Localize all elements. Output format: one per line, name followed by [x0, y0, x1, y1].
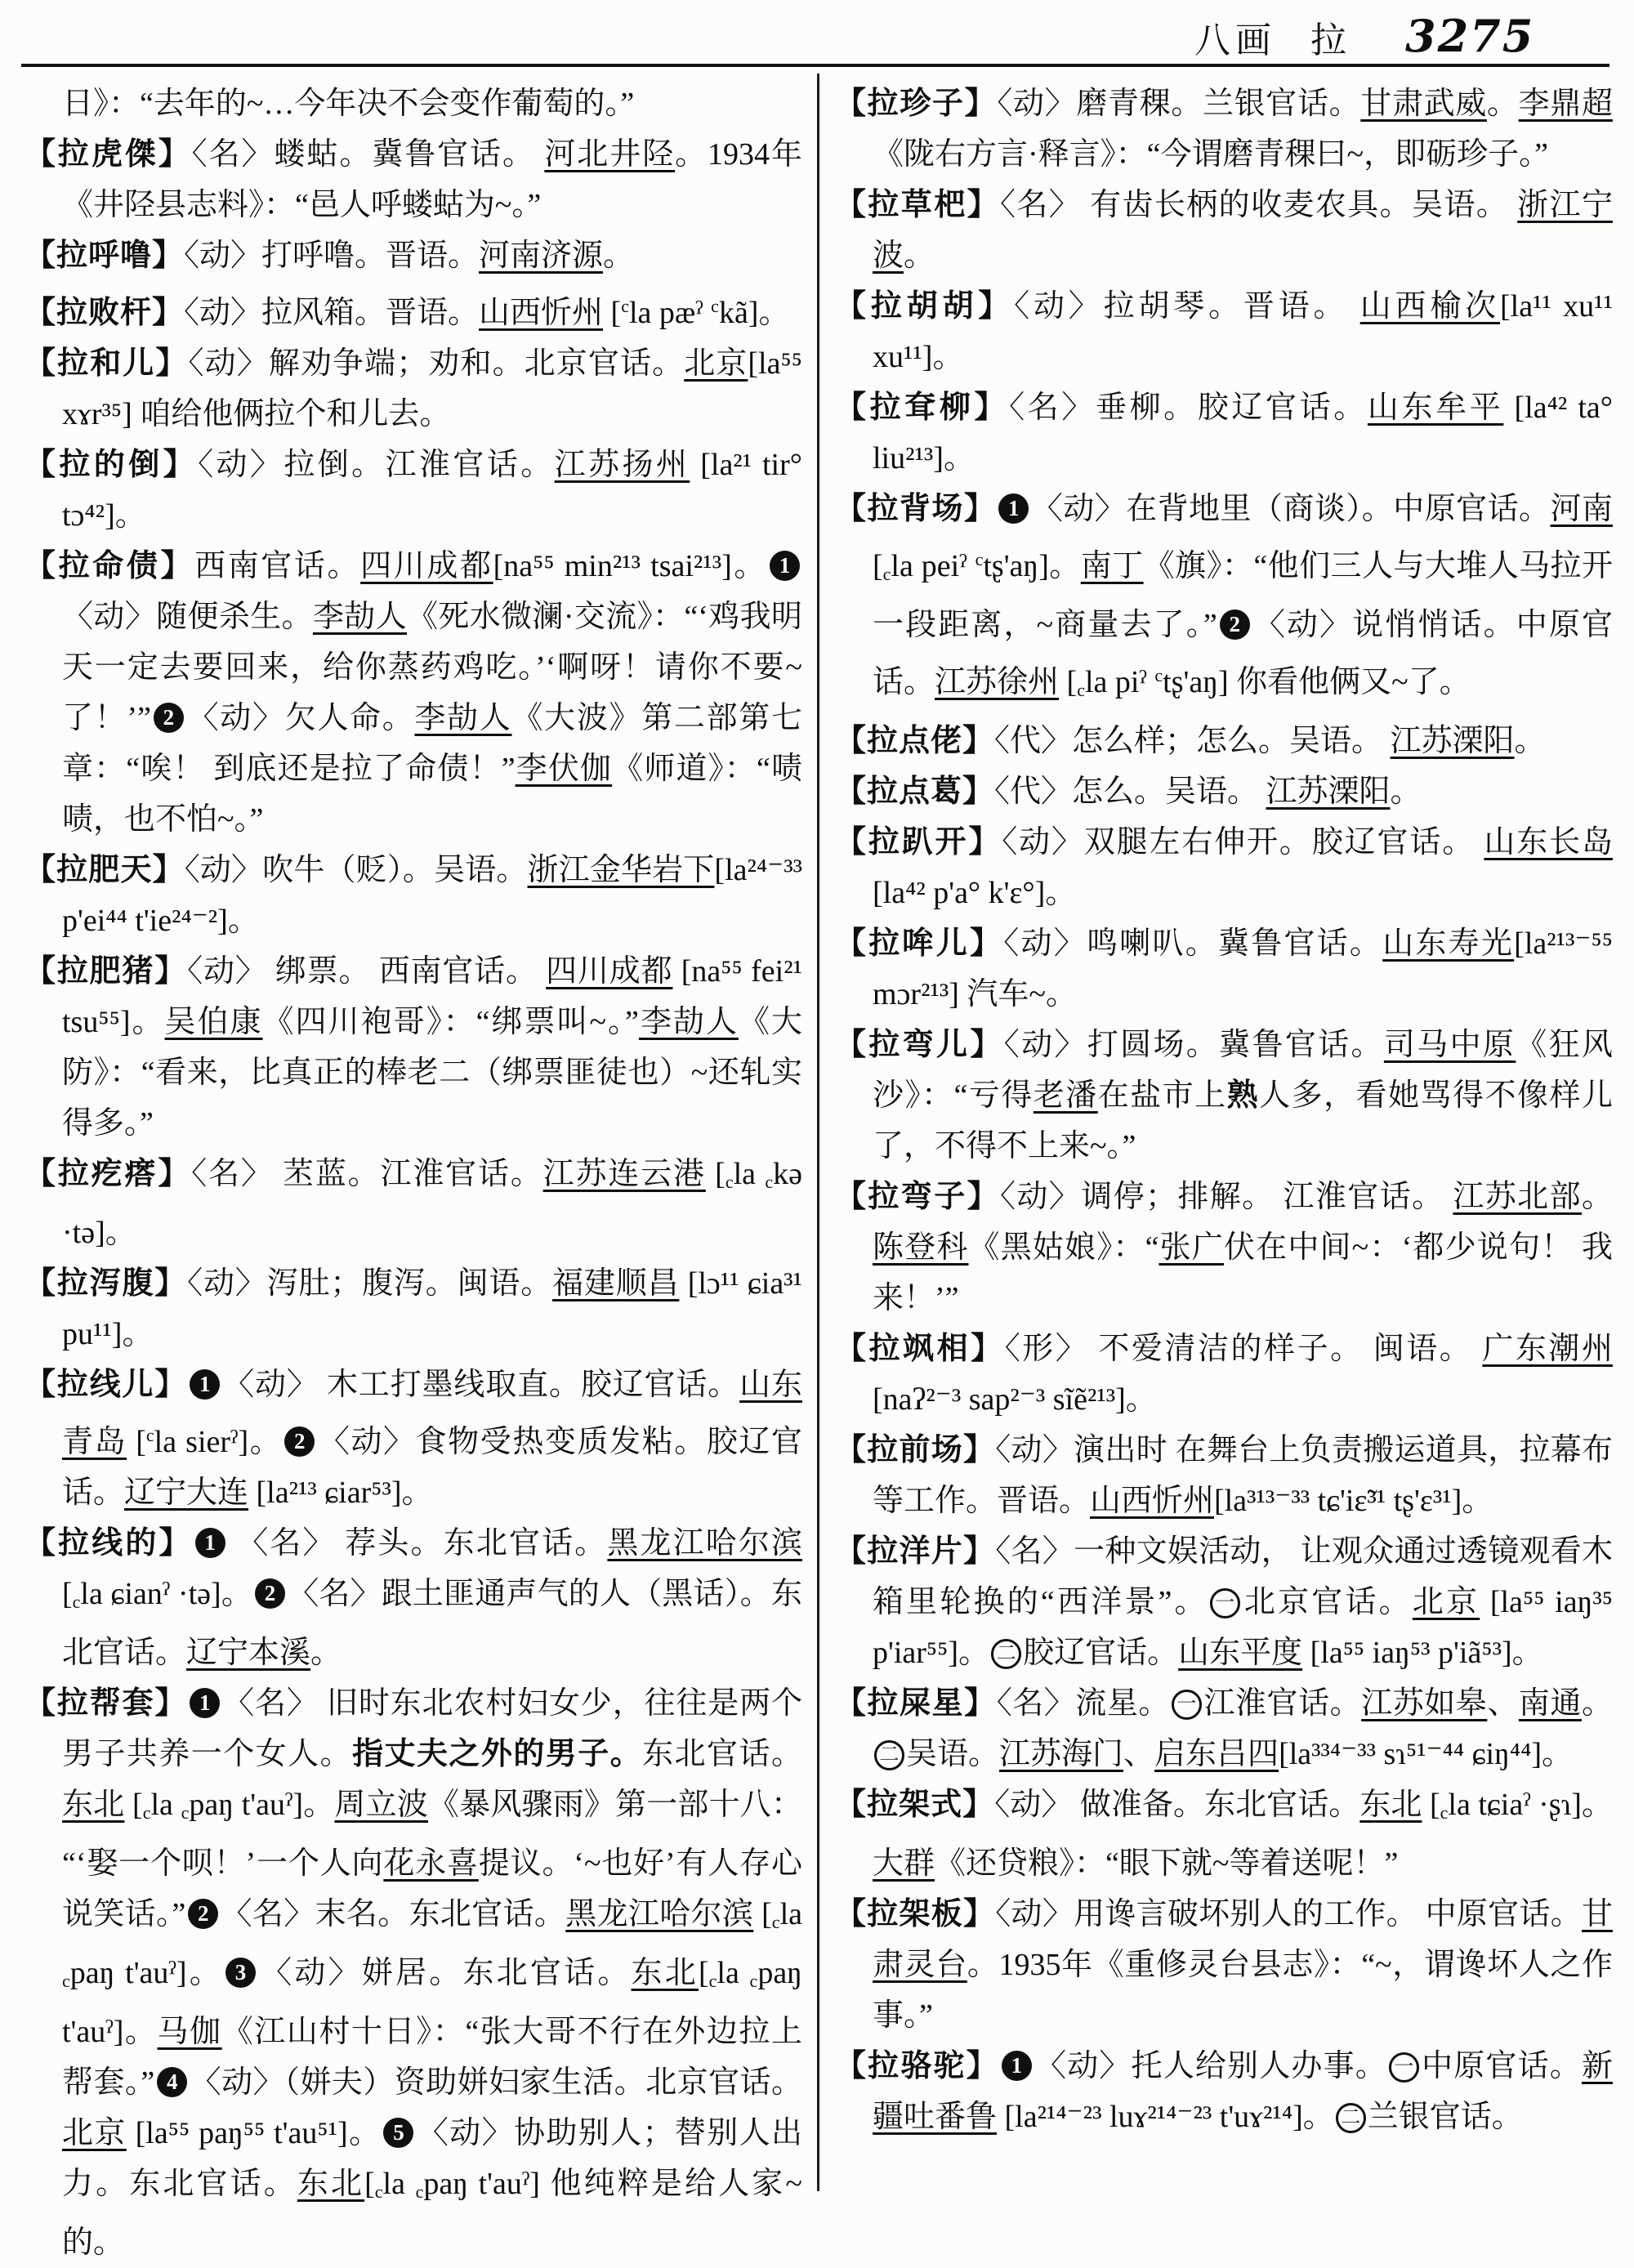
proper-noun-underlined: 司马中原	[1384, 1028, 1516, 1062]
text-segment: tʂ'aŋ] 你看他俩又~了。	[1163, 665, 1471, 699]
entry-headword: 【拉架板】	[835, 1897, 995, 1931]
entry-headword: 【拉命债】	[25, 549, 194, 583]
text-segment: la ɕianˀ ·tə]。	[80, 1577, 252, 1611]
text-segment: 日》：“去年的~…今年决不会变作葡萄的。”	[62, 87, 634, 121]
text-segment: 〈动〉说悄悄话。中原官话。	[873, 608, 1613, 699]
text-segment: 北京官话。	[1242, 1585, 1413, 1619]
sense-number-badge: 2	[188, 1899, 218, 1929]
dict-entry	[835, 382, 1613, 484]
proper-noun-underlined: 北京	[684, 346, 748, 381]
text-segment: 《陇右方言·释言》：“今谓磨青稞曰~，即砺珍子。”	[873, 137, 1548, 172]
proper-noun-underlined: 江苏如皋	[1361, 1686, 1487, 1721]
entry-headword: 【拉架式】	[835, 1788, 994, 1822]
dict-entry	[25, 845, 802, 946]
dict-entry	[835, 1324, 1613, 1425]
text-segment: 。	[1582, 1180, 1613, 1214]
proper-noun-underlined: 花永喜	[383, 1846, 479, 1881]
text-segment: 〈动〉 做准备。东北官话。	[994, 1788, 1359, 1822]
proper-noun-underlined: 山东青岛	[62, 1368, 802, 1459]
text-segment: 〈名〉 荐头。东北官话。	[228, 1526, 608, 1560]
text-segment: 吴语。	[906, 1737, 999, 1771]
tone-mark-lower: c	[1077, 680, 1085, 700]
proper-noun-underlined: 东北	[632, 1956, 699, 1990]
tone-mark-lower: c	[725, 1172, 734, 1192]
entry-headword: 【拉呼噜】	[25, 239, 184, 273]
dict-entry	[25, 1678, 802, 2268]
text-segment: 〈名〉 苤蓝。江淮官话。	[191, 1157, 542, 1191]
text-segment: 《黑姑娘》：“	[969, 1230, 1159, 1265]
proper-noun-underlined: 河南济源	[479, 239, 603, 273]
proper-noun-underlined: 李劼人	[414, 701, 511, 735]
proper-noun-underlined: 河南	[1551, 492, 1613, 526]
text-segment: paŋ t'auˀ]。	[62, 1956, 802, 2049]
proper-noun-underlined: 李劼人	[639, 1005, 739, 1039]
proper-noun-underlined: 南丁	[1081, 549, 1144, 583]
subsense-number-badge: 一	[1389, 2052, 1419, 2083]
proper-noun-underlined: 东北	[1359, 1788, 1422, 1822]
proper-noun-underlined: 江苏溧阳	[1266, 775, 1391, 809]
dict-entry	[835, 1779, 1613, 1889]
text-segment: la piˀ	[1085, 665, 1154, 699]
dict-entry	[25, 338, 802, 440]
text-segment: 〈名〉跟土匪通声气的人（黑话）。东北官话。	[62, 1577, 802, 1670]
text-segment: 〈动〉演出时 在舞台上负责搬运道具，拉幕布等工作。晋语。	[873, 1433, 1613, 1518]
tone-mark-lower: c	[883, 564, 891, 584]
text-segment: [	[753, 1897, 772, 1931]
entry-headword: 【拉和儿】	[25, 346, 189, 381]
text-segment: 。	[1582, 1686, 1613, 1721]
proper-noun-underlined: 山东牟平	[1368, 391, 1503, 425]
dict-entry	[835, 1678, 1613, 1779]
header-section-label: 八画	[1194, 20, 1276, 62]
proper-noun-underlined: 东北	[297, 2167, 364, 2201]
proper-noun-underlined: 山东寿光	[1382, 926, 1514, 961]
text-segment: [la⁴² ta° liu²¹³]。	[873, 391, 1613, 475]
proper-noun-underlined: 福建顺昌	[552, 1266, 679, 1301]
dict-entry	[25, 230, 802, 281]
proper-noun-underlined: 李伏伽	[516, 752, 613, 786]
text-segment: [	[62, 1577, 73, 1611]
text-segment: 伏在中间~：‘都少说句！ 我来！’”	[873, 1230, 1613, 1315]
text-segment: 〈动〉磨青稞。兰银官话。	[997, 87, 1360, 121]
entry-headword: 【拉弯子】	[835, 1180, 1000, 1214]
entry-headword: 【拉线儿】	[25, 1368, 187, 1402]
dict-entry	[25, 1359, 802, 1518]
proper-noun-underlined: 北京	[1413, 1585, 1480, 1619]
dict-entry	[835, 1425, 1613, 1526]
text-segment: [	[127, 1425, 146, 1459]
text-segment: [lɔ¹¹ ɕia³¹ pu¹¹]。	[62, 1266, 802, 1351]
text-segment: 《师道》：“啧啧，也不怕~。”	[62, 752, 802, 837]
sense-number-badge: 1	[190, 1688, 220, 1718]
text-segment: 〈动〉在背地里（商谈）。中原官话。	[1031, 492, 1550, 526]
text-segment: 。	[1515, 724, 1546, 758]
text-segment: 〈名〉末名。东北官话。	[221, 1897, 565, 1931]
text-segment: [la¹¹ xu¹¹ xu¹¹]。	[873, 289, 1613, 374]
proper-noun-underlined: 浙江宁波	[873, 188, 1613, 273]
text-segment: 《还贷粮》：“眼下就~等着送呢！”	[935, 1846, 1398, 1881]
column-right	[835, 78, 1613, 2142]
dict-entry	[25, 1258, 802, 1359]
entry-headword: 【拉洋片】	[835, 1534, 995, 1569]
text-segment: [la⁵⁵ iaŋ⁵³ p'iã⁵³]。	[1302, 1636, 1543, 1670]
text-segment: 〈名〉流星。	[997, 1686, 1170, 1721]
tone-mark-upper: c	[621, 296, 629, 316]
text-segment: 《江山村十日》：“张大哥不行在外边拉上帮套。”	[62, 2015, 802, 2100]
sense-number-badge: 1	[770, 551, 800, 581]
entry-headword: 【拉疙瘩】	[25, 1157, 191, 1191]
text-segment: 〈动〉协助别人；替别人出力。东北官话。	[62, 2116, 802, 2201]
text-segment: paŋ t'auˀ]。	[70, 1956, 223, 1990]
text-segment: [	[1059, 665, 1077, 699]
text-segment: 〈名〉 有齿长柄的收麦农具。吴语。	[1000, 188, 1517, 222]
proper-noun-underlined: 大群	[873, 1846, 935, 1881]
proper-noun-underlined: 浙江金华岩下	[528, 853, 715, 887]
text-segment: 兰银官话。	[1368, 2100, 1523, 2134]
proper-noun-underlined: 江苏扬州	[555, 448, 690, 482]
proper-noun-underlined: 山西榆次	[1360, 289, 1500, 324]
tone-mark-lower: c	[750, 1971, 758, 1991]
sense-number-badge: 1	[1002, 2051, 1032, 2081]
text-segment: 。1935年《重修灵台县志》：“~，谓谗坏人之作事。”	[873, 1948, 1613, 2033]
sense-number-badge: 2	[1220, 609, 1250, 640]
sense-number-badge: 2	[154, 703, 184, 733]
text-segment: 〈动〉吹牛（贬）。吴语。	[185, 853, 528, 887]
text-segment: [la²⁴⁻³³ p'ei⁴⁴ t'ie²⁴⁻²]。	[62, 853, 802, 938]
entry-headword: 【拉虎傑】	[25, 137, 192, 172]
dict-entry	[25, 129, 802, 230]
text-segment: [	[1422, 1788, 1440, 1822]
proper-noun-underlined: 江苏连云港	[543, 1157, 706, 1191]
proper-noun-underlined: 马伽	[158, 2015, 222, 2049]
proper-noun-underlined: 吴伯康	[165, 1005, 263, 1039]
text-segment: 、	[1123, 1737, 1154, 1771]
proper-noun-underlined: 江苏溧阳	[1391, 724, 1515, 758]
text-segment: 人多，看她骂得不像样儿了，不得不上来~。”	[873, 1078, 1613, 1163]
dict-entry	[835, 918, 1613, 1020]
entry-headword: 【拉线的】	[25, 1526, 193, 1560]
dict-entry	[25, 1149, 802, 1258]
text-segment: [la²¹⁴⁻²³ luɤ²¹⁴⁻²³ t'uɤ²¹⁴]。	[997, 2100, 1334, 2134]
text-segment: 〈名〉 旧时东北农村妇女少，往往是两个男子共养一个女人。	[62, 1686, 802, 1771]
proper-noun-underlined: 北京	[62, 2116, 127, 2150]
text-segment: 〈动〉打圆场。冀鲁官话。	[1004, 1028, 1384, 1062]
dict-entry	[835, 484, 1613, 716]
tone-mark-lower: c	[143, 1802, 151, 1823]
tone-mark-lower: c	[416, 2181, 424, 2202]
text-segment: 〈动〉姘居。东北官话。	[258, 1956, 632, 1990]
proper-noun-underlined: 张广	[1159, 1230, 1224, 1265]
proper-noun-underlined: 周立波	[334, 1788, 428, 1822]
text-segment: 〈动〉托人给别人办事。	[1034, 2049, 1387, 2083]
text-segment: [	[706, 1157, 725, 1191]
text-segment: [la⁵⁵ xɤr³⁵] 咱给他俩拉个和儿去。	[62, 346, 802, 431]
text-segment: 〈动〉拉倒。江淮官话。	[198, 448, 555, 482]
text-segment: la	[717, 1956, 749, 1990]
tone-mark-lower: c	[765, 1172, 773, 1192]
proper-noun-underlined: 山西忻州	[1090, 1484, 1214, 1518]
text-segment: [la⁵⁵ paŋ⁵⁵ t'au⁵¹]。	[127, 2116, 382, 2150]
text-segment: [na⁵⁵ min²¹³ tsai²¹³]。	[493, 549, 767, 583]
text-segment: 。	[1487, 87, 1519, 121]
dict-entry	[835, 180, 1613, 281]
text-segment: la	[780, 1897, 802, 1931]
text-segment: tʂ'aŋ]。	[983, 549, 1080, 583]
text-segment: [la²¹³ ɕiar⁵³]。	[248, 1476, 433, 1510]
header-entry-character: 拉	[1310, 20, 1346, 62]
entry-headword: 【拉肥猪】	[25, 954, 187, 989]
proper-noun-underlined: 四川成都	[546, 954, 672, 989]
text-segment: 《旗》：“他们三人与大堆人马拉开一段距离，~商量去了。”	[873, 549, 1613, 642]
sense-number-badge: 3	[225, 1958, 256, 1988]
text-segment: 〈动〉食物受热变质发粘。胶辽官话。	[62, 1425, 802, 1510]
proper-noun-underlined: 李劼人	[313, 600, 407, 634]
text-segment: 〈动〉 木工打墨线取直。胶辽官话。	[222, 1368, 739, 1402]
text-segment: la	[150, 1788, 181, 1822]
text-segment: 〈动〉调停；排解。 江淮官话。	[1000, 1180, 1453, 1214]
text-segment: 《死水微澜·交流》：“‘鸡我明天一定去要回来，给你蒸药鸡吃。’‘啊呀！请你不要~了！’”	[62, 600, 802, 735]
text-segment: [la⁴² p'a° k'ɛ°]。	[873, 876, 1076, 910]
dict-entry	[25, 440, 802, 541]
sense-number-badge: 2	[255, 1578, 285, 1609]
entry-headword: 【拉点葛】	[835, 775, 994, 809]
text-segment: 。	[1391, 775, 1422, 809]
text-segment: 〈动〉打呼噜。晋语。	[184, 239, 479, 273]
dict-entry	[835, 1020, 1613, 1172]
subsense-number-badge: 一	[1172, 1690, 1202, 1720]
text-segment: 〈名〉一种文娱活动， 让观众通过透镜观看木箱里轮换的“西洋景”。	[873, 1534, 1613, 1619]
text-segment: 〈代〉怎么。吴语。	[994, 775, 1266, 809]
column-divider	[817, 74, 819, 2191]
entry-headword: 【拉泻腹】	[25, 1266, 187, 1301]
text-segment: 《四川袍哥》：“绑票叫~。”	[263, 1005, 639, 1039]
entry-headword: 【拉趴开】	[835, 825, 1002, 859]
text-segment: paŋ t'auˀ]。	[189, 1788, 334, 1822]
proper-noun-underlined: 江苏北部	[1453, 1180, 1582, 1214]
sense-number-badge: 1	[195, 1528, 225, 1558]
proper-noun-underlined: 启东吕四	[1154, 1737, 1279, 1771]
sense-number-badge: 2	[284, 1426, 315, 1457]
proper-noun-underlined: 李鼎超	[1519, 87, 1613, 121]
proper-noun-underlined: 江苏徐州	[935, 665, 1059, 699]
proper-noun-underlined: 广东潮州	[1482, 1332, 1613, 1366]
text-segment: 。	[310, 1636, 342, 1670]
sense-number-badge: 1	[998, 493, 1029, 524]
entry-headword: 【拉骆驼】	[835, 2049, 999, 2083]
tone-mark-upper: c	[975, 549, 984, 569]
text-segment: la peiˀ	[891, 549, 975, 583]
subsense-number-badge: 一	[1210, 1588, 1240, 1618]
dict-entry	[835, 78, 1613, 180]
sense-number-badge: 1	[190, 1369, 220, 1400]
text-segment: 、	[1487, 1686, 1519, 1721]
text-segment: 《狂风沙》：“亏得	[873, 1028, 1613, 1113]
entry-headword: 【拉肥天】	[25, 853, 185, 887]
dict-entry	[25, 541, 802, 845]
column-left	[25, 78, 802, 2268]
tone-mark-lower: c	[375, 2181, 383, 2202]
entry-headword: 【拉草杷】	[835, 188, 1000, 222]
text-segment: 在盐市上	[1098, 1078, 1227, 1113]
text-segment: 〈形〉 不爱清洁的样子。 闽语。	[1005, 1332, 1483, 1366]
dict-entry	[835, 1526, 1613, 1678]
proper-noun-underlined: 山东长岛	[1484, 825, 1613, 859]
text-segment: 东北官话。	[642, 1737, 802, 1771]
text-segment: [	[364, 2167, 375, 2201]
text-segment: la	[383, 2167, 416, 2201]
text-segment: 〈动〉拉风箱。晋语。	[184, 296, 479, 330]
proper-noun-underlined: 老潘	[1034, 1078, 1098, 1113]
subsense-number-badge: 二	[991, 1639, 1021, 1669]
dict-entry	[25, 946, 802, 1149]
proper-noun-underlined: 陈登科	[873, 1230, 969, 1265]
entry-headword: 【拉弯儿】	[835, 1028, 1004, 1062]
text-segment: 《大防》：“看来，比真正的棒老二（绑票匪徒也）~还轧实得多。”	[62, 1005, 802, 1141]
text-segment: 〈动〉用谗言破坏别人的工作。 中原官话。	[995, 1897, 1582, 1931]
proper-noun-underlined: 新疆吐番鲁	[873, 2049, 1613, 2134]
tone-mark-lower: c	[181, 1802, 190, 1823]
dict-entry	[25, 281, 802, 338]
tone-mark-lower: c	[709, 1971, 717, 1991]
dict-entry	[835, 1889, 1613, 2041]
text-segment: la sierˀ]。	[154, 1425, 283, 1459]
entry-headword: 【拉哞儿】	[835, 926, 1003, 961]
proper-noun-underlined: 河北井陉	[544, 137, 675, 172]
text-segment: 〈动〉双腿左右伸开。胶辽官话。	[1002, 825, 1484, 859]
text-segment: 提议。‘~也好’有人存心说笑话。”	[62, 1846, 802, 1931]
text-segment: [na⁵⁵ fei²¹ tsu⁵⁵]。	[62, 954, 802, 1039]
proper-noun-underlined: 江苏海门	[999, 1737, 1123, 1771]
tone-mark-lower: c	[1440, 1802, 1449, 1823]
entry-headword: 【拉前场】	[835, 1433, 995, 1467]
text-segment: [la²¹ tir° tɔ⁴²]。	[62, 448, 802, 533]
entry-headword: 【拉背场】	[835, 492, 996, 526]
tone-mark-lower: c	[772, 1912, 780, 1932]
tone-mark-upper: c	[146, 1425, 154, 1445]
text-segment: 中原官话。	[1421, 2049, 1582, 2083]
text-segment: [la⁵⁵ iaŋ³⁵ p'iar⁵⁵]。	[873, 1585, 1613, 1670]
dict-entry	[835, 716, 1613, 766]
proper-noun-underlined: 黑龙江哈尔滨	[607, 1526, 802, 1560]
dict-entry	[25, 1518, 802, 1678]
entry-headword: 【拉耷柳】	[835, 391, 1009, 425]
subsense-number-badge: 二	[874, 1740, 904, 1770]
text-segment: 〈代〉怎么样；怎么。吴语。	[994, 724, 1391, 758]
text-segment: [	[603, 296, 621, 330]
text-segment: 〈动〉拉胡琴。晋语。	[1014, 289, 1360, 324]
continuation-paragraph	[25, 78, 802, 129]
text-segment: 《暴风骤雨》第一部十八：“‘娶一个呗！’一个人向	[62, 1788, 802, 1881]
entry-headword: 【拉点佬】	[835, 724, 994, 758]
dict-entry	[835, 817, 1613, 918]
text-segment: 。1934年《井陉县志料》：“邑人呼蝼蛄为~。”	[62, 137, 802, 222]
text-segment: 〈动〉 绑票。 西南官话。	[187, 954, 546, 989]
dict-entry	[835, 766, 1613, 817]
text-segment: 江淮官话。	[1203, 1686, 1361, 1721]
dict-entry	[835, 281, 1613, 382]
text-segment: la	[734, 1157, 766, 1191]
text-segment: [	[873, 549, 883, 583]
entry-headword: 【拉珍子】	[835, 87, 997, 121]
proper-noun-underlined: 甘肃灵台	[873, 1897, 1613, 1982]
text-segment: kə ·tə]。	[62, 1157, 802, 1250]
text-segment: [la³¹³⁻³³ tɕ'iɛ̃³¹ tʂ'ɛ³¹]。	[1214, 1484, 1493, 1518]
tone-mark-lower: c	[62, 1971, 70, 1991]
text-segment: [la²¹³⁻⁵⁵ mɔr²¹³] 汽车~。	[873, 926, 1613, 1011]
text-segment: la tɕiaˀ ·ʂɿ]。	[1448, 1788, 1613, 1822]
header-rule	[21, 64, 1609, 67]
entry-headword: 【拉的倒】	[25, 448, 198, 482]
entry-headword: 【拉飒相】	[835, 1332, 1005, 1366]
text-segment: 。	[904, 239, 935, 273]
text-segment: kã]。	[719, 296, 790, 330]
emphasis-text: 指丈夫之外的男子。	[352, 1737, 642, 1771]
tone-mark-lower: c	[73, 1592, 81, 1612]
text-segment: [naʔ²⁻³ sap²⁻³ sĩẽ²¹³]。	[873, 1382, 1157, 1417]
text-segment: [la³³⁴⁻³³ sɿ⁵¹⁻⁴⁴ ɕiŋ⁴⁴]。	[1279, 1737, 1573, 1771]
emphasis-text: 熟	[1227, 1078, 1259, 1113]
dict-entry	[835, 2041, 1613, 2142]
sense-number-badge: 4	[157, 2067, 187, 2097]
text-segment: 〈名〉垂柳。胶辽官话。	[1009, 391, 1368, 425]
entry-headword: 【拉帮套】	[25, 1686, 187, 1721]
header-page-number: 3275	[1405, 15, 1534, 57]
entry-headword: 【拉屎星】	[835, 1686, 997, 1721]
proper-noun-underlined: 甘肃武威	[1360, 87, 1487, 121]
proper-noun-underlined: 东北	[62, 1788, 124, 1822]
text-segment: 西南官话。	[194, 549, 360, 583]
text-segment: 〈动〉随便杀生。	[62, 600, 313, 634]
proper-noun-underlined: 山西忻州	[479, 296, 603, 330]
proper-noun-underlined: 辽宁本溪	[186, 1636, 310, 1670]
text-segment: 《大波》第二部第七章：“唉！ 到底还是拉了命债！”	[62, 701, 802, 786]
text-segment: [	[699, 1956, 709, 1990]
tone-mark-upper: c	[1154, 665, 1163, 685]
proper-noun-underlined: 黑龙江哈尔滨	[565, 1897, 753, 1931]
tone-mark-upper: c	[711, 296, 719, 316]
text-segment: 胶辽官话。	[1023, 1636, 1178, 1670]
text-segment: 〈名〉蝼蛄。冀鲁官话。	[192, 137, 545, 172]
text-segment: 〈动〉欠人命。	[186, 701, 415, 735]
text-segment: 〈动〉（姘夫）资助姘妇家生活。北京官话。	[190, 2065, 802, 2100]
entry-headword: 【拉胡胡】	[835, 289, 1014, 324]
entry-headword: 【拉败杆】	[25, 296, 184, 330]
text-segment: 〈动〉泻肚；腹泻。闽语。	[187, 1266, 552, 1301]
proper-noun-underlined: 辽宁大连	[124, 1476, 248, 1510]
proper-noun-underlined: 四川成都	[360, 549, 493, 583]
text-segment: 。	[603, 239, 634, 273]
sense-number-badge: 5	[383, 2118, 413, 2148]
proper-noun-underlined: 山东平度	[1178, 1636, 1302, 1670]
text-segment: [	[124, 1788, 142, 1822]
proper-noun-underlined: 南通	[1519, 1686, 1582, 1721]
text-segment: 〈动〉解劝争端；劝和。北京官话。	[189, 346, 685, 381]
text-segment: paŋ t'auˀ] 他纯粹是给人家~的。	[62, 2167, 802, 2260]
subsense-number-badge: 二	[1336, 2103, 1366, 2133]
text-segment: la pæˀ	[629, 296, 711, 330]
dict-entry	[835, 1172, 1613, 1324]
text-segment: 〈动〉鸣喇叭。冀鲁官话。	[1003, 926, 1382, 961]
